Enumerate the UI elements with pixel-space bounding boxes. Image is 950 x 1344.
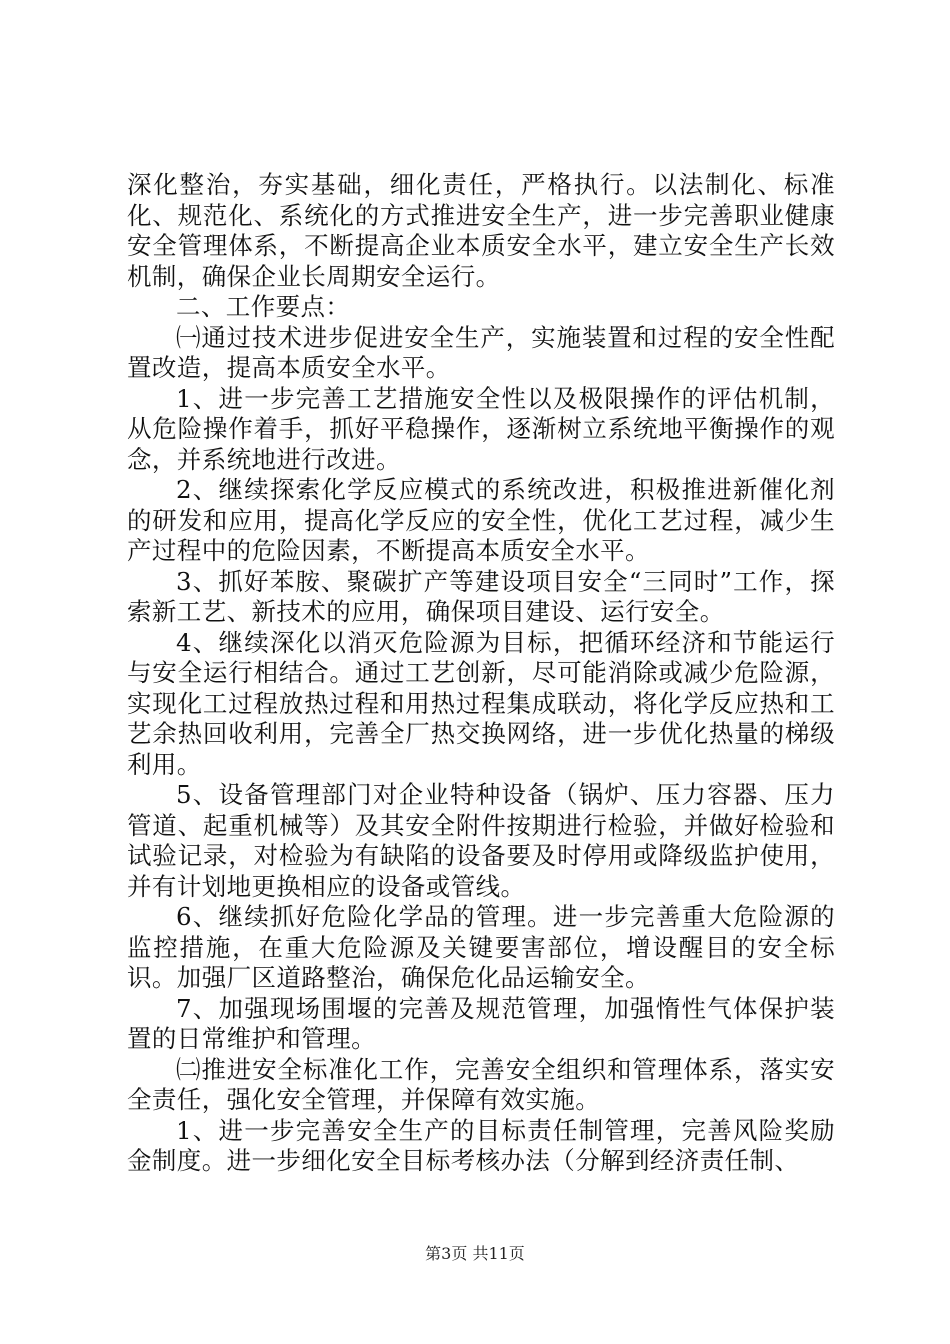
paragraph: ㈡推进安全标准化工作，完善安全组织和管理体系，落实安全责任，强化安全管理，并保障有效实施。: [127, 1054, 835, 1114]
paragraph: 7、加强现场围堰的完善及规范管理，加强惰性气体保护装置的日常维护和管理。: [127, 993, 835, 1053]
paragraph: 5、设备管理部门对企业特种设备（锅炉、压力容器、压力管道、起重机械等）及其安全附件按期进行检验，并做好检验和试验记录，对检验为有缺陷的设备要及时停用或降级监护使用，并有计划地更换相应的设备或管线。: [127, 780, 835, 901]
paragraph: 2、继续探索化学反应模式的系统改进，积极推进新催化剂的研发和应用，提高化学反应的安全性，优化工艺过程，减少生产过程中的危险因素，不断提高本质安全水平。: [127, 475, 835, 565]
paragraph: 4、继续深化以消灭危险源为目标，把循环经济和节能运行与安全运行相结合。通过工艺创新，尽可能消除或减少危险源，实现化工过程放热过程和用热过程集成联动，将化学反应热和工艺余热回收利用，完善全厂热交换网络，进一步优化热量的梯级利用。: [127, 627, 835, 779]
paragraph: 3、抓好苯胺、聚碳扩产等建设项目安全“三同时”工作，探索新工艺、新技术的应用，确保项目建设、运行安全。: [127, 566, 835, 626]
paragraph: 深化整治，夯实基础，细化责任，严格执行。以法制化、标准化、规范化、系统化的方式推进安全生产，进一步完善职业健康安全管理体系，不断提高企业本质安全水平，建立安全生产长效机制，确保企业长周期安全运行。: [127, 170, 835, 291]
page-footer: 第3页 共11页: [425, 1244, 525, 1263]
paragraph: 6、继续抓好危险化学品的管理。进一步完善重大危险源的监控措施，在重大危险源及关键要害部位，增设醒目的安全标识。加强厂区道路整治，确保危化品运输安全。: [127, 902, 835, 992]
document-body: [127, 170, 835, 1177]
paragraph: 1、进一步完善安全生产的目标责任制管理，完善风险奖励金制度。进一步细化安全目标考核办法（分解到经济责任制、: [127, 1115, 835, 1175]
paragraph: 二、工作要点：: [176, 292, 351, 321]
paragraph: ㈠通过技术进步促进安全生产，实施装置和过程的安全性配置改造，提高本质安全水平。: [127, 322, 835, 382]
paragraph: 1、进一步完善工艺措施安全性以及极限操作的评估机制，从危险操作着手，抓好平稳操作，逐渐树立系统地平衡操作的观念，并系统地进行改进。: [127, 383, 835, 474]
